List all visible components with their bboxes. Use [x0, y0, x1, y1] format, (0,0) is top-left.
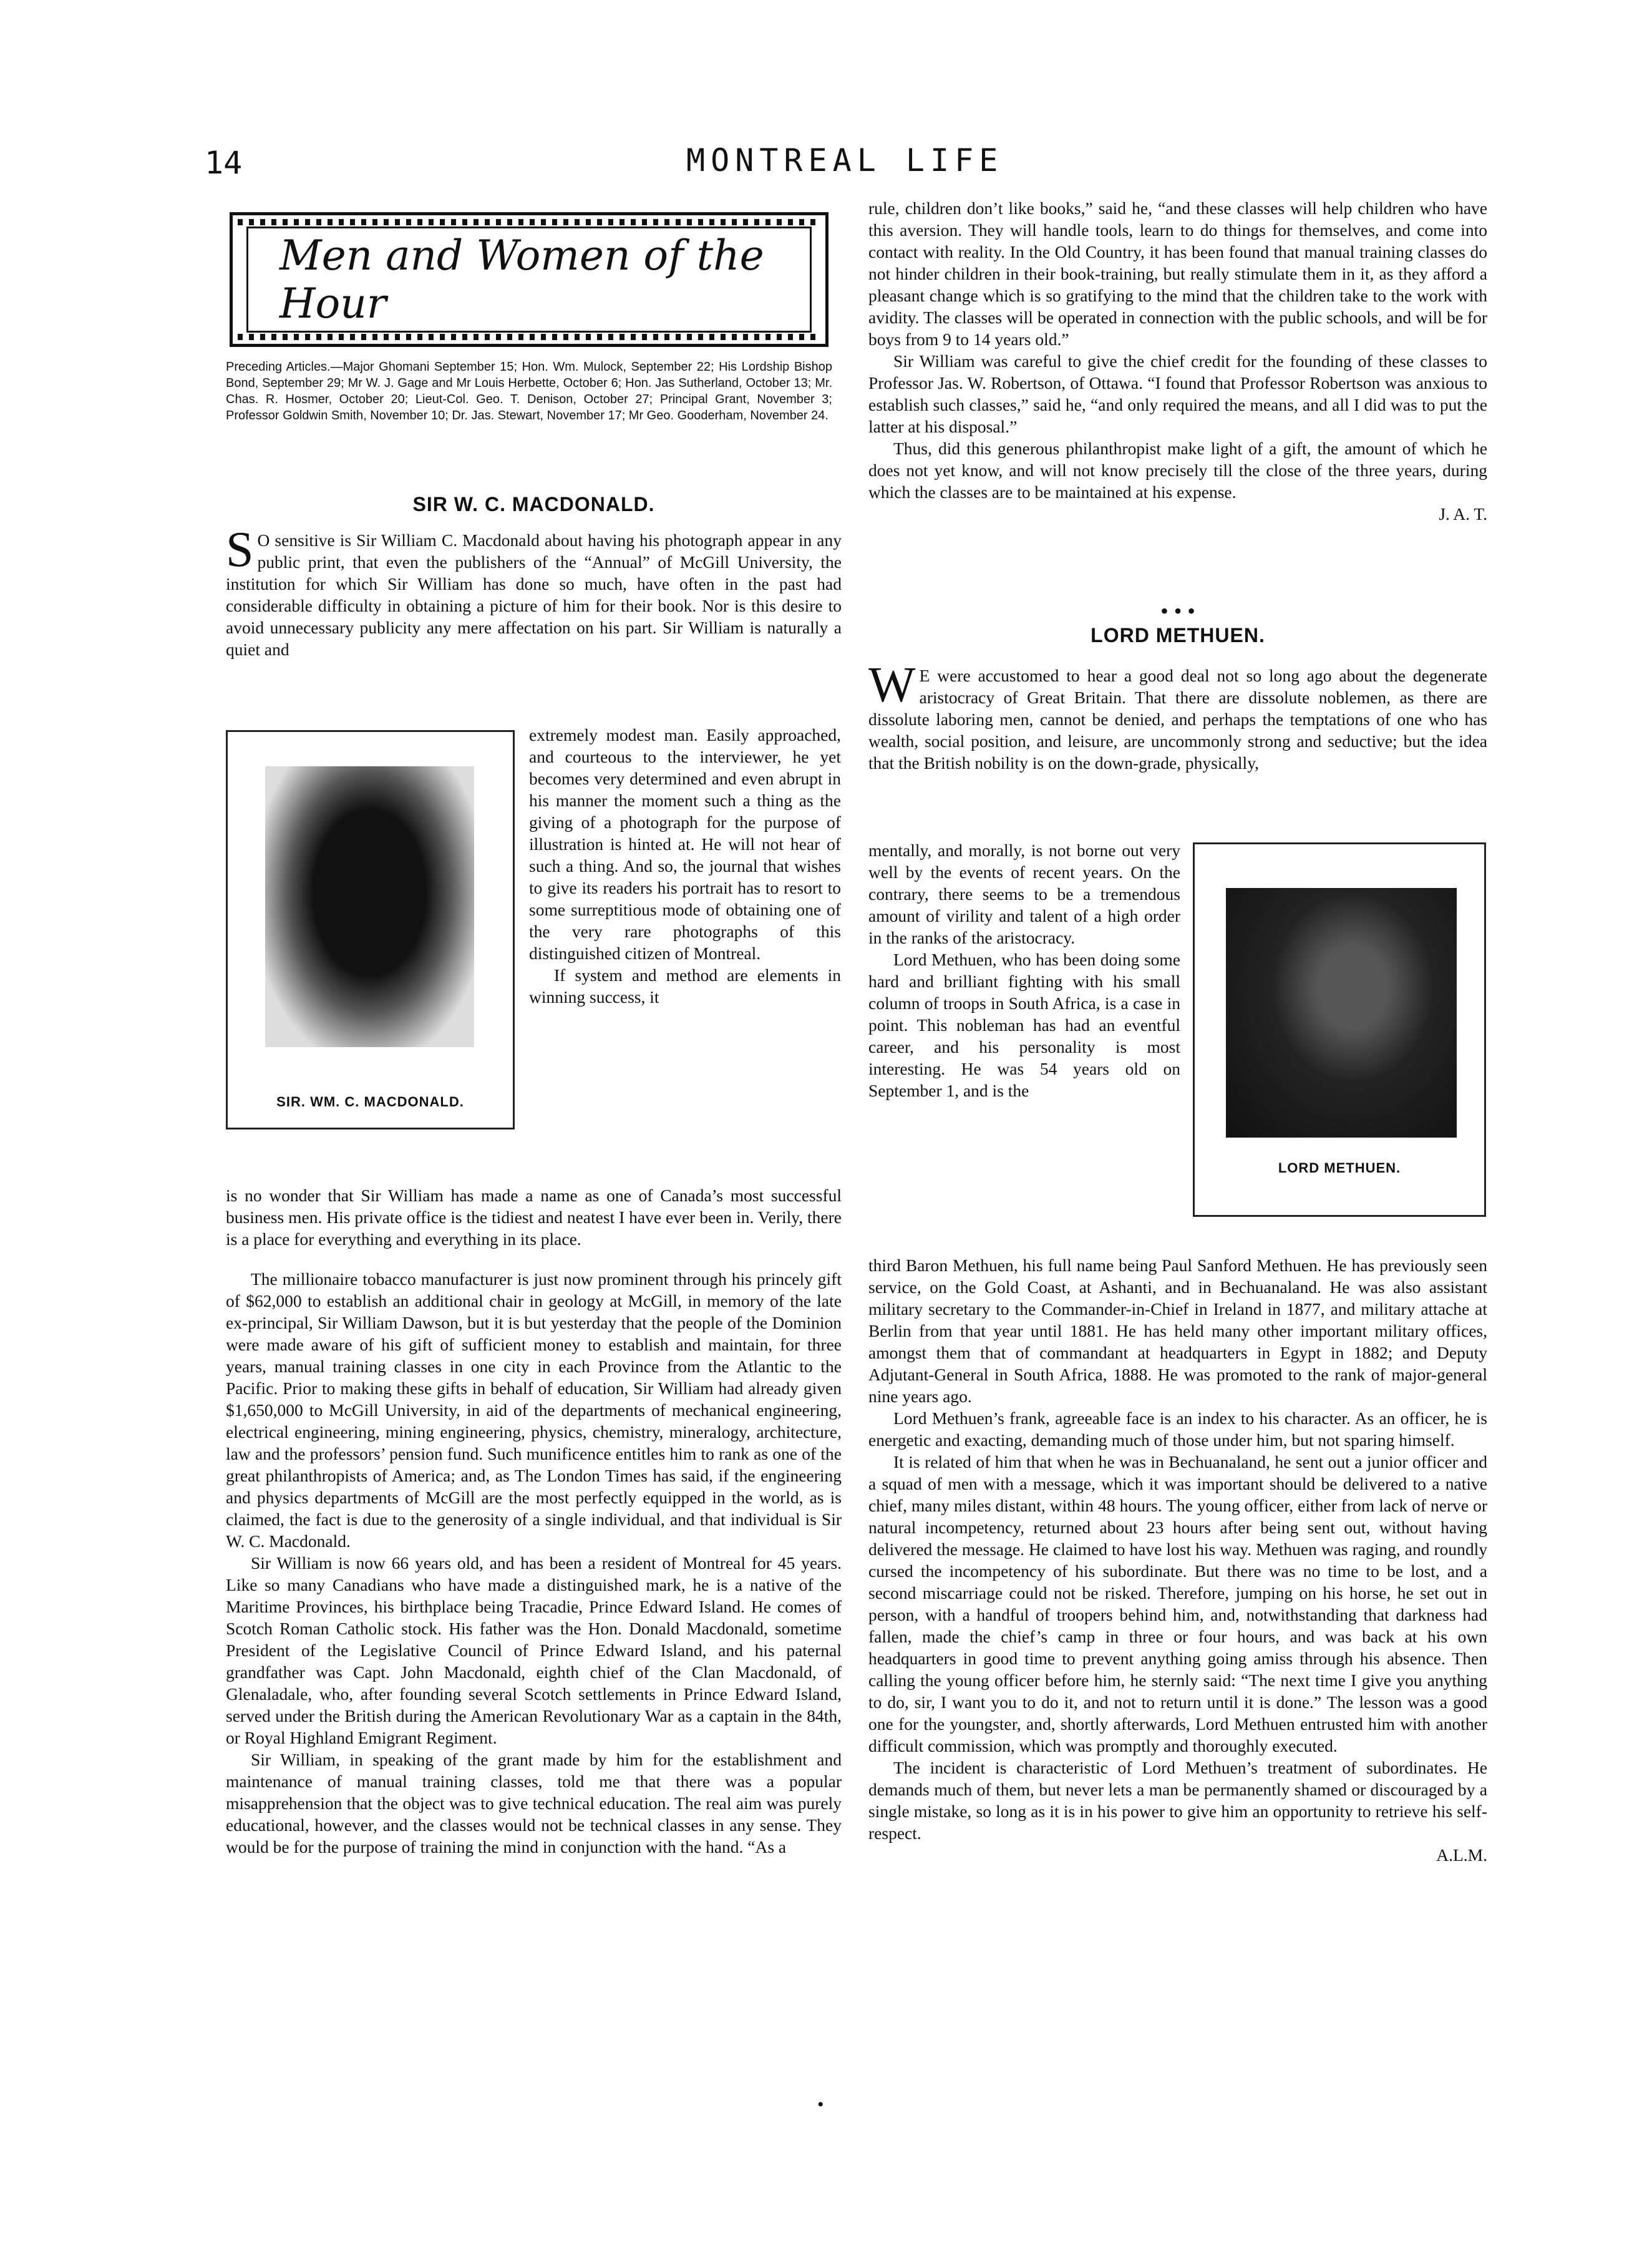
- methuen-photo: [1193, 842, 1486, 1217]
- running-head: MONTREAL LIFE: [686, 142, 1004, 178]
- article1-continued-3: Thus, did this generous philanthropist make light of a gift, the amount of which he does not yet know, and will not know precisely till the close of the three years, during which the classes are to be maintained at his expense.: [868, 439, 1487, 502]
- preceding-articles-list: Preceding Articles.—Major Ghomani September 15; Hon. Wm. Mulock, September 22; His Lordship Bishop Bond, September 29; Mr W. J. Gage and Mr Louis Herbette, October 6; Hon. Jas Sutherland, October 13; Mr. Chas. R. Hosmer, October 20; Lieut-Col. Geo. T. Denison, October 27; Principal Grant, November 3; Professor Goldwin Smith, November 10; Dr. Jas. Stewart, November 17; Mr Geo. Gooderham, November 24.: [226, 360, 832, 422]
- article1-paragraph-1: The millionaire tobacco manufacturer is just now prominent through his princely gift of $62,000 to establish an additional chair in geology at McGill, in memory of the late ex-principal, Sir William Dawson, but it is but yesterday that the people of the Dominion were made aware of his gift of sufficient money to establish and maintain, for three years, manual training classes in one city in each Province from the Atlantic to the Pacific. Prior to making these gifts in behalf of education, Sir William had already given $1,650,000 to McGill University, in aid of the departments of mechanical engineering, electrical engineering, mining engineering, physics, chemistry, mineralogy, architecture, law and the professors’ pension fund. Such munificence entitles him to rank as one of the great philanthropists of America; and, as The London Times has said, if the engineering and physics departments of McGill are the most perfectly equipped in the world, as is claimed, the fact is due to the generosity of a single individual, and that individual is Sir W. C. Macdonald.: [226, 1269, 842, 1551]
- article2-body: [868, 1254, 1487, 1866]
- article1-wrap-paragraph-2: If system and method are elements in winning success, it: [529, 965, 841, 1007]
- article2-lead-text: E were accustomed to hear a good deal not so long ago about the degenerate aristocracy of Great Britain. That there are dissolute noblemen, as there are dissolute laboring men, cannot be denied, and perhaps the temptations of one who has wealth, social position, and leisure, are uncommonly strong and seductive; but the idea that the British nobility is on the down-grade, physically,: [868, 666, 1487, 773]
- banner-title: Men and Women of the Hour: [279, 232, 764, 328]
- article1-continued-2: Sir William was careful to give the chief credit for the founding of these classes to Professor Jas. W. Robertson, of Ottawa. “I found that Professor Robertson was anxious to establish such classes,” said he, “and only required the means, and all I did was to put the latter at his disposal.”: [868, 351, 1487, 436]
- article1-after-wrap-text: is no wonder that Sir William has made a name as one of Canada’s most successful business men. His private office is the tidiest and neatest I have ever been in. Verily, there is a place for everything and everything in its place.: [226, 1186, 842, 1249]
- footer-mark: •: [817, 2094, 824, 2115]
- article2-signoff: A.L.M.: [1436, 1845, 1487, 1865]
- article1-dropcap: S: [226, 522, 254, 577]
- article1-lead-text: O sensitive is Sir William C. Macdonald about having his photograph appear in any public print, that even the publishers of the “Annual” of McGill University, the institution for which Sir William has done so much, have often in the past had considerable difficulty in obtaining a picture of him for their book. Nor is this desire to avoid unnecessary publicity any mere affectation on his part. Sir William is naturally a quiet and: [226, 530, 842, 659]
- article1-lead: [226, 522, 842, 660]
- section-banner: [230, 212, 828, 347]
- article2-paragraph-2: It is related of him that when he was in Bechuanaland, he sent out a junior officer and a squad of men with a message, which it was important should be delivered to a native chief, many miles distant, within 48 hours. The young officer, either from lack of nerve or natural incompetency, returned about 23 hours after being sent out, without having delivered the message. He claimed to have lost his way. Methuen was raging, and roundly cursed the incompetency of his subordinate. But there was no time to be lost, and a second miscarriage could not be risked. Therefore, jumping on his horse, he set out in person, with a handful of troopers behind him, and, notwithstanding that darkness had fallen, made the chief’s camp in three or four hours, and was back at his own headquarters in good time to prevent anything going amiss through his absence. Then calling the young officer before him, he sternly said: “The next time I give you anything to do, sir, I want you to do it, and not to return until it is done.” The lesson was a good one for the youngster, and, shortly afterwards, Lord Methuen entrusted him with another difficult commission, which was promptly and thoroughly executed.: [868, 1452, 1487, 1755]
- article-separator: • • •: [1160, 598, 1195, 623]
- article1-body: [226, 1268, 842, 1858]
- article1-signoff: J. A. T.: [1439, 504, 1487, 524]
- article2-paragraph-3: The incident is characteristic of Lord Methuen’s treatment of subordinates. He demands much of them, but never lets a man be permanently shamed or discouraged by a single mistake, so long as it is in his power to give him an opportunity to retrieve his self-respect.: [868, 1758, 1487, 1843]
- article1-paragraph-3: Sir William, in speaking of the grant made by him for the establishment and maintenance of manual training classes, told me that there was a popular misapprehension that the object was to give technical education. The real aim was purely educational, however, and the classes would not be technical classes in any sense. They would be for the purpose of training the mind in conjunction with the hand. “As a: [226, 1750, 842, 1856]
- article-heading-methuen: LORD METHUEN.: [1091, 624, 1265, 646]
- article2-paragraph-1: Lord Methuen’s frank, agreeable face is an index to his character. As an officer, he is energetic and exacting, demanding much of those under him, but not sparing himself.: [868, 1408, 1487, 1450]
- article2-wrap-paragraph: mentally, and morally, is not borne out very well by the events of recent years. On the contrary, there seems to be a tremendous amount of virility and talent of a high order in the ranks of the aristocracy.: [868, 841, 1180, 947]
- article1-after-wrap: [226, 1184, 842, 1250]
- banner-ornament-bottom: [238, 334, 820, 340]
- methuen-portrait-image: [1226, 888, 1457, 1138]
- article2-after-wrap: third Baron Methuen, his full name being Paul Sanford Methuen. He has previously seen service, on the Gold Coast, at Ashanti, and in Bechuanaland. He was also assistant military secretary to the Commander-in-Chief in Ireland in 1877, and military attache at Berlin from that year until 1881. He has held many other important military offices, amongst them that of commandant at headquarters in Egypt in 1882; and Deputy Adjutant-General in South Africa, 1888. He was promoted to the rank of major-general nine years ago.: [868, 1256, 1487, 1406]
- article2-wrap-text: [868, 839, 1180, 1101]
- article2-lead: [868, 658, 1487, 774]
- macdonald-portrait-image: [265, 766, 474, 1047]
- article2-wrap-paragraph-2: Lord Methuen, who has been doing some hard and brilliant fighting with his small column of troops in South Africa, is a case in point. This nobleman has had an eventful career, and his personality is most interesting. He was 54 years old on September 1, and is the: [868, 950, 1180, 1100]
- page-number: 14: [205, 145, 243, 181]
- article1-continued: [868, 197, 1487, 525]
- article1-paragraph-2: Sir William is now 66 years old, and has been a resident of Montreal for 45 years. Like so many Canadians who have made a distinguished mark, he is a native of the Maritime Provinces, his birthplace being Tracadie, Prince Edward Island. He comes of Scotch Roman Catholic stock. His father was the Hon. Donald Macdonald, sometime President of the Legislative Council of Prince Edward Island, and his paternal grandfather was Capt. John Macdonald, eighth chief of the Clan Macdonald, of Glenaladale, who, after founding several Scotch settlements in Prince Edward Island, served under the British during the American Revolutionary War as a captain in the 84th, or Royal Highland Emigrant Regiment.: [226, 1553, 842, 1747]
- article1-continued-1: rule, children don’t like books,” said he, “and these classes will help children who have this aversion. They will handle tools, learn to do things for themselves, and come into contact with reality. In the Old Country, it has been found that manual training classes do not hinder children in their book-training, but really stimulate them in it, as they afford a pleasant change which is so gratifying to the mind that the children take to the work with avidity. The classes will be operated in connection with the public schools, and will be for boys from 9 to 14 years old.”: [868, 198, 1487, 349]
- article-heading-macdonald: SIR W. C. MACDONALD.: [412, 493, 655, 515]
- banner-ornament-top: [238, 219, 820, 225]
- article1-wrap-text: [529, 724, 841, 1008]
- article2-dropcap: W: [868, 658, 916, 713]
- macdonald-photo-caption: SIR. WM. C. MACDONALD.: [276, 1094, 464, 1110]
- article1-wrap-paragraph: extremely modest man. Easily approached, and courteous to the interviewer, he yet becomes very determined and even abrupt in his manner the moment such a thing as the giving of a photograph for the purpose of illustration is hinted at. He will not hear of such a thing. And so, the journal that wishes to give its readers his portrait has to resort to some surreptitious mode of obtaining one of the very rare photographs of this distinguished citizen of Montreal.: [529, 725, 841, 963]
- macdonald-photo: [226, 730, 515, 1129]
- methuen-photo-caption: LORD METHUEN.: [1278, 1160, 1401, 1176]
